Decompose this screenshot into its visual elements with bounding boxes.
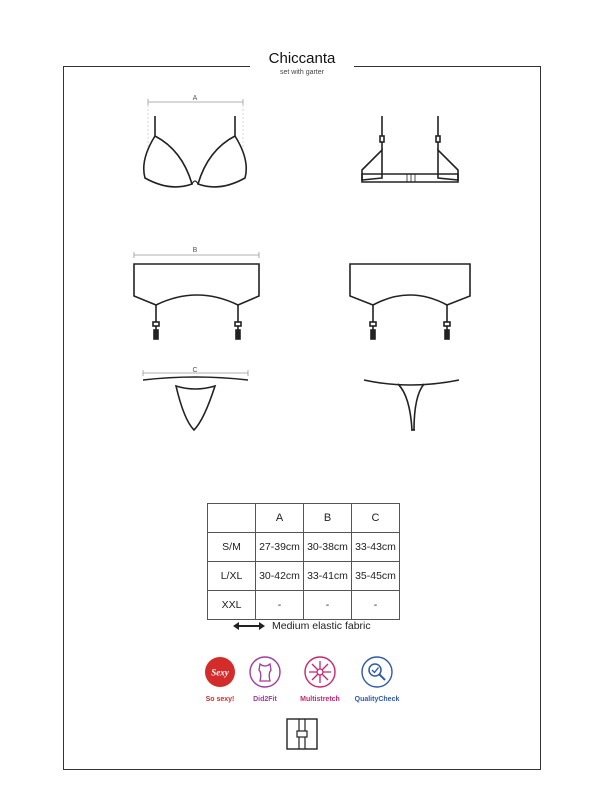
badge-label: Multistretch <box>300 696 340 703</box>
measure-cell: 30-38cm <box>304 533 352 562</box>
size-table <box>207 503 400 620</box>
stretch-arrow-icon <box>232 621 266 631</box>
fabric-note <box>232 620 371 632</box>
table-corner-cell <box>208 504 256 533</box>
column-header: A <box>256 504 304 533</box>
bra-front-drawing <box>144 99 247 187</box>
measure-cell: 33-43cm <box>352 533 400 562</box>
dimension-label-b: B <box>192 247 198 254</box>
bra-back-drawing <box>362 116 458 182</box>
dimension-label-c: C <box>192 367 198 374</box>
thong-back-drawing <box>364 380 459 430</box>
dimension-label-a: A <box>192 95 198 102</box>
size-cell: S/M <box>208 533 256 562</box>
sexy-icon-text: Sexy <box>211 667 229 678</box>
body-fit-icon <box>249 656 281 688</box>
table-header-row <box>208 504 400 533</box>
column-header: C <box>352 504 400 533</box>
magnifier-check-icon <box>361 656 393 688</box>
measure-cell: - <box>304 591 352 620</box>
size-cell: XXL <box>208 591 256 620</box>
badge-did2fit <box>235 656 295 703</box>
measure-cell: 27-39cm <box>256 533 304 562</box>
multistretch-icon <box>304 656 336 688</box>
badge-label: Did2Fit <box>253 696 277 703</box>
table-row <box>208 562 400 591</box>
sexy-heart-icon <box>204 656 236 688</box>
measure-cell: - <box>352 591 400 620</box>
garter-belt-front-drawing <box>134 252 259 339</box>
badge-label: So sexy! <box>205 696 235 703</box>
badge-quality-check <box>347 656 407 703</box>
measure-cell: 33-41cm <box>304 562 352 591</box>
table-row <box>208 533 400 562</box>
measure-cell: - <box>256 591 304 620</box>
product-title: Chiccanta <box>268 50 336 67</box>
size-cell: L/XL <box>208 562 256 591</box>
product-subtitle: set with garter <box>280 69 324 76</box>
fabric-note-text: Medium elastic fabric <box>272 620 371 632</box>
measure-cell: 35-45cm <box>352 562 400 591</box>
thong-front-drawing <box>143 370 248 430</box>
badge-label: QualityCheck <box>354 696 400 703</box>
column-header: B <box>304 504 352 533</box>
package-box-icon <box>286 718 318 750</box>
table-row <box>208 591 400 620</box>
badge-multistretch <box>290 656 350 703</box>
measure-cell: 30-42cm <box>256 562 304 591</box>
garter-belt-back-drawing <box>350 264 470 339</box>
